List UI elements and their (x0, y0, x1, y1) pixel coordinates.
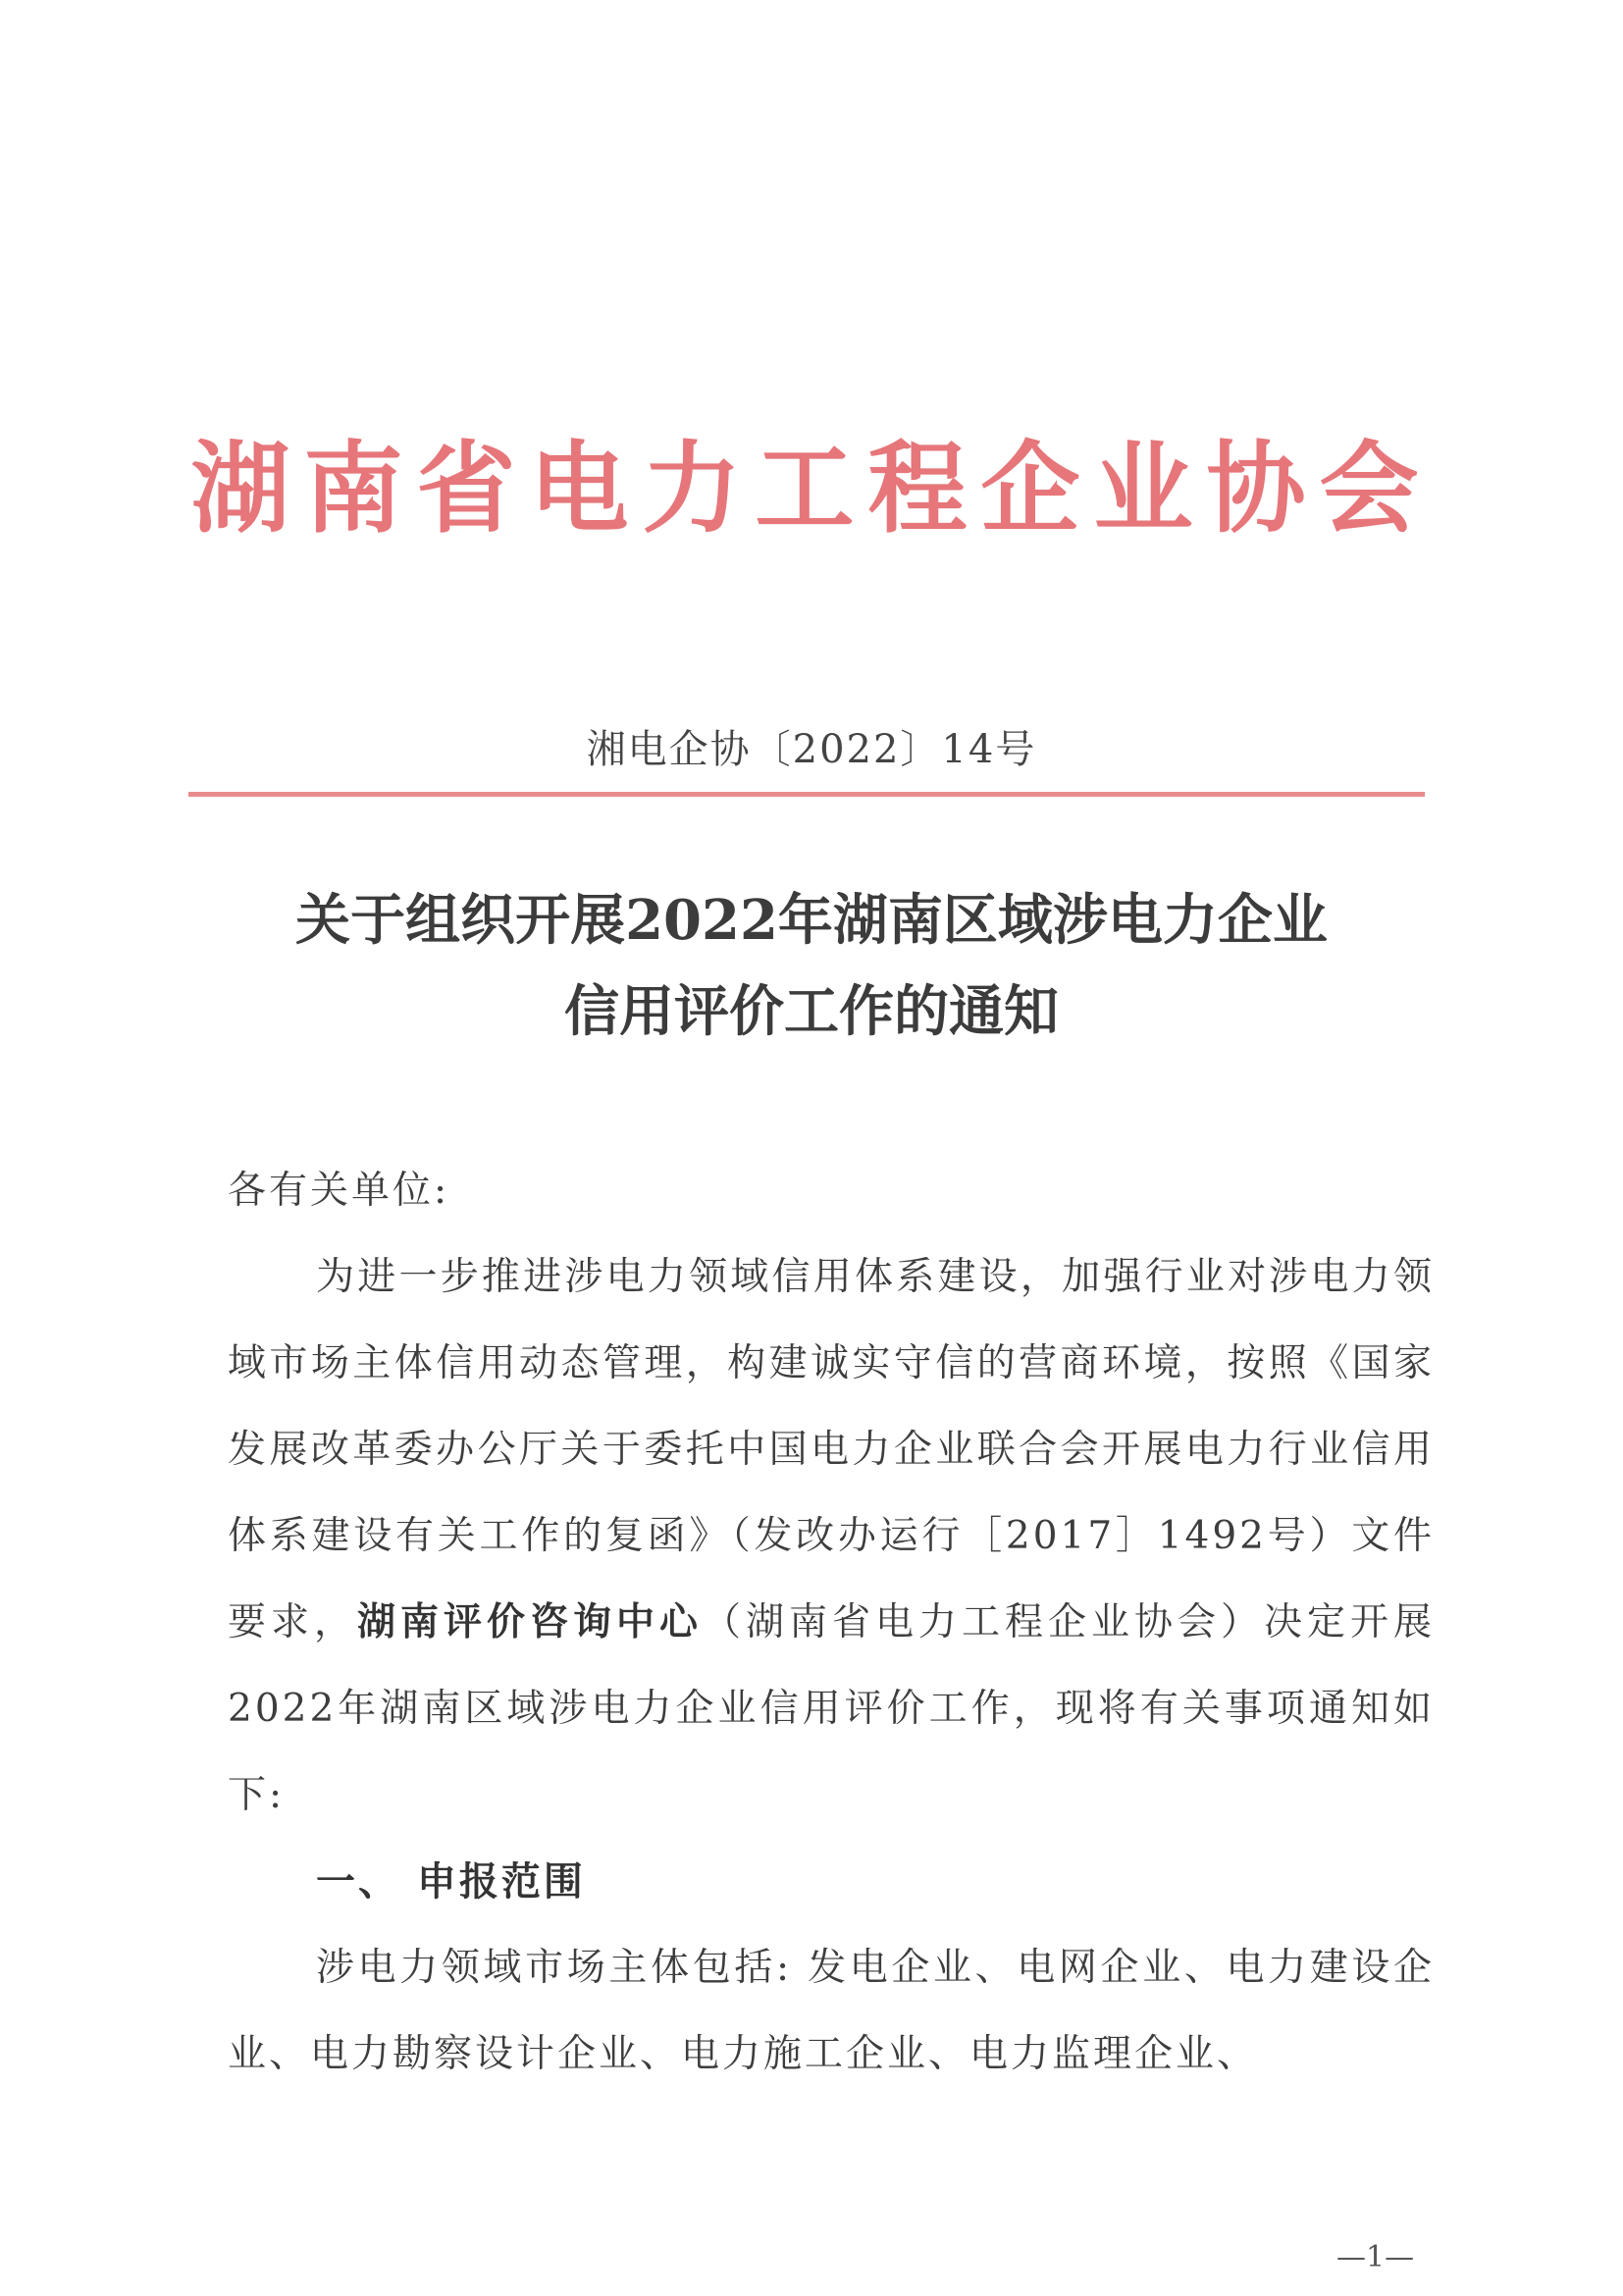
org-header-title: 湖南省电力工程企业协会 (190, 431, 1433, 547)
body-paragraph-2: 涉电力领域市场主体包括: 发电企业、电网企业、电力建设企业、电力勘察设计企业、电力施工企业、电力监理企业、 (228, 1946, 1435, 2076)
document-title-line-2: 信用评价工作的通知 (564, 979, 1059, 1044)
page-number: —1— (1336, 2240, 1415, 2274)
paragraph-1-text-b: （湖南省电力工程企业协会）决定开展2022年湖南区域涉电力企业信用评价工作，现将有关事项通知如下: (228, 1600, 1435, 1817)
body-paragraph-1 (228, 1234, 1435, 1839)
document-body (228, 1148, 1435, 2098)
document-title-line-1: 关于组织开展2022年湖南区域涉电力企业 (295, 888, 1328, 953)
document-number: 湘电企协〔2022〕14号 (586, 727, 1037, 772)
salutation: 各有关单位: (228, 1169, 450, 1213)
highlighted-organization: 湖南评价咨询中心 (357, 1600, 703, 1644)
section-heading-1: 一、 申报范围 (316, 1859, 586, 1905)
paragraph-1-text-a: 为进一步推进涉电力领域信用体系建设，加强行业对涉电力领域市场主体信用动态管理，构建诚实守信的营商环境，按照《国家发展改革委办公厅关于委托中国电力企业联合会开展电力行业信用体系建设有关工作的复函》（发改办运行［2017］1492号）文件要求， (228, 1255, 1435, 1644)
red-divider-line (188, 792, 1425, 797)
